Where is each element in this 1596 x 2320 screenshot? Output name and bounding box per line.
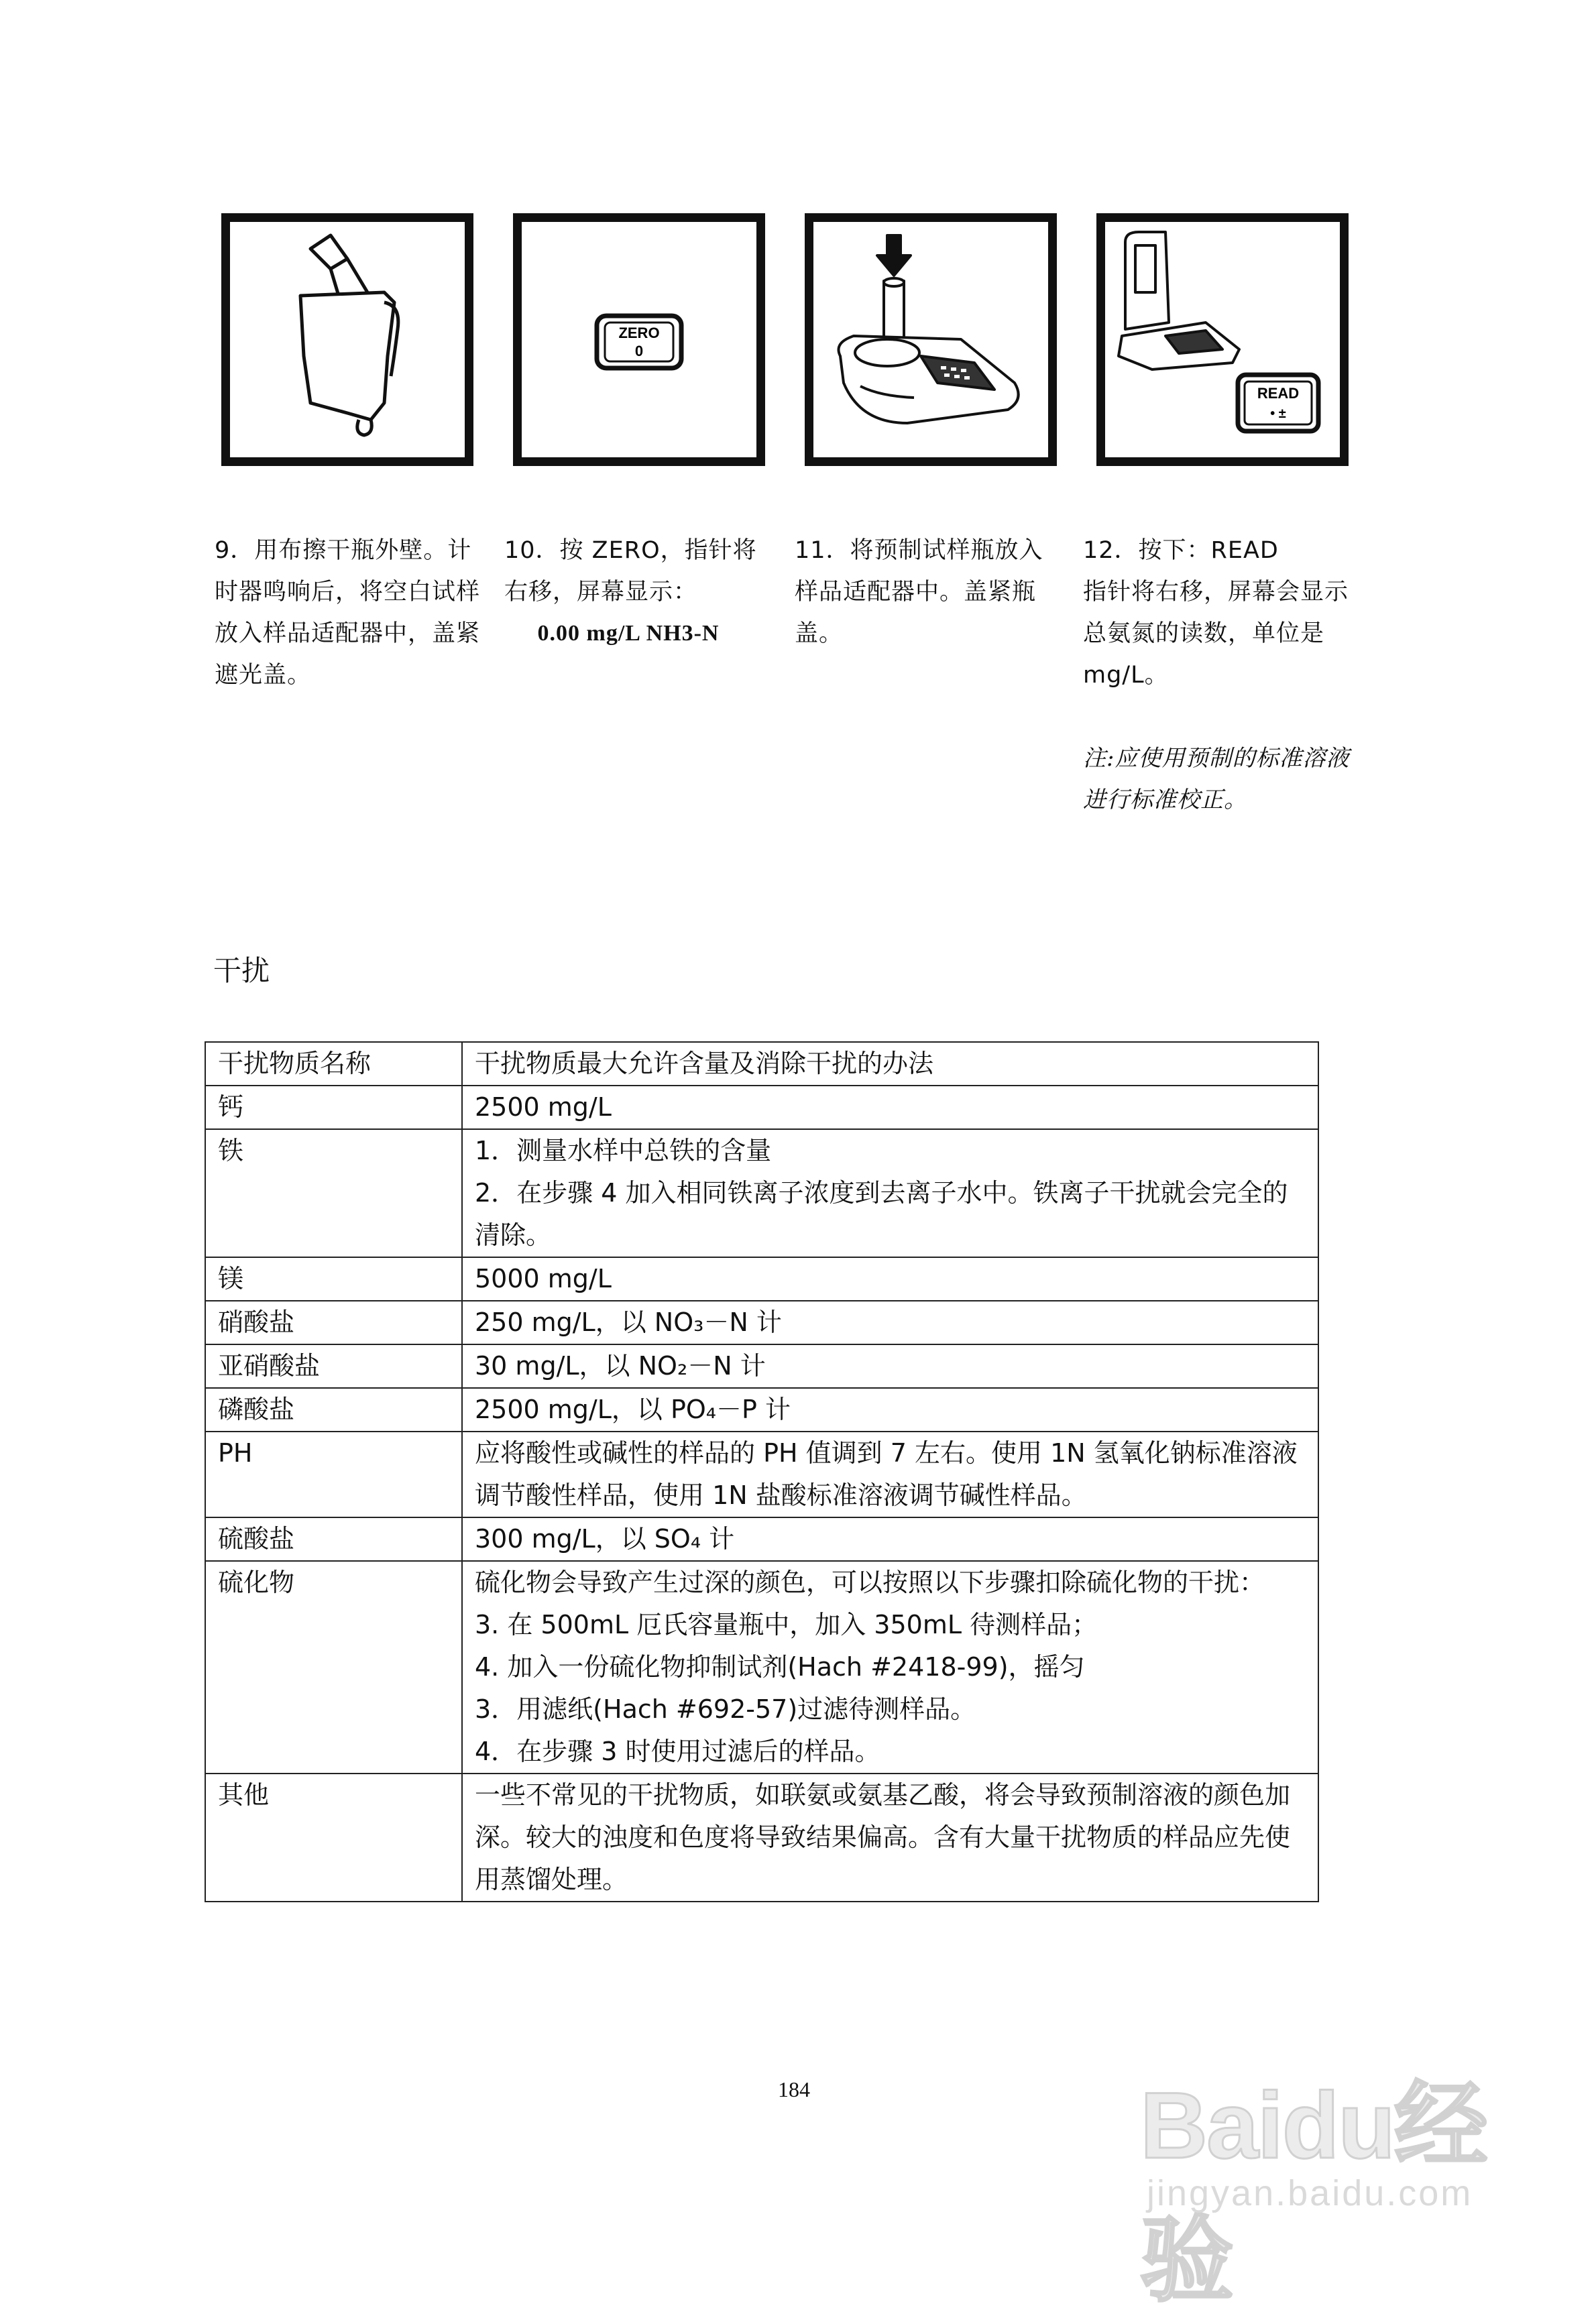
step-9-caption xyxy=(215,530,483,696)
table-row xyxy=(205,1086,1318,1129)
zero-key-label: ZERO xyxy=(618,325,660,341)
limit-method xyxy=(462,1388,1318,1432)
watermark-site: jingyan.baidu.com xyxy=(1147,2173,1473,2213)
method-line: 2500 mg/L xyxy=(475,1092,612,1122)
read-button-icon xyxy=(1105,222,1340,457)
figure-zero-key xyxy=(513,213,765,466)
step-10-caption xyxy=(504,530,773,654)
substance-name: 硫化物 xyxy=(205,1561,462,1774)
watermark-brand: Baidu经验 xyxy=(1140,2073,1487,2313)
substance-name: 镁 xyxy=(205,1257,462,1301)
cloth-wipe-icon xyxy=(230,222,465,457)
method-line: 3．用滤纸(Hach #692-57)过滤待测样品。 xyxy=(475,1694,976,1724)
step-12-note: 注:应使用预制的标准溶液进行标准校正。 xyxy=(1083,745,1350,813)
limit-method xyxy=(462,1774,1318,1902)
figure-insert-vial xyxy=(805,213,1057,466)
limit-method xyxy=(462,1257,1318,1301)
method-line: 250 mg/L，以 NO₃－N 计 xyxy=(475,1308,782,1337)
method-line: 4. 加入一份硫化物抑制试剂(Hach #2418-99)，摇匀 xyxy=(475,1652,1085,1682)
insert-vial-icon xyxy=(813,222,1048,457)
table-row xyxy=(205,1257,1318,1301)
substance-name: 其他 xyxy=(205,1774,462,1902)
method-line: 4．在步骤 3 时使用过滤后的样品。 xyxy=(475,1737,880,1766)
substance-name: 硝酸盐 xyxy=(205,1301,462,1344)
limit-method xyxy=(462,1561,1318,1774)
substance-name: 亚硝酸盐 xyxy=(205,1344,462,1388)
limit-method xyxy=(462,1344,1318,1388)
read-key-sub: • ± xyxy=(1270,406,1286,421)
table-header-row xyxy=(205,1042,1318,1086)
substance-name: 铁 xyxy=(205,1129,462,1257)
method-line: 300 mg/L，以 SO₄ 计 xyxy=(475,1524,735,1554)
substance-name: PH xyxy=(205,1432,462,1517)
step-9-text: 9．用布擦干瓶外壁。计时器鸣响后，将空白试样放入样品适配器中，盖紧遮光盖。 xyxy=(215,537,481,689)
table-row xyxy=(205,1774,1318,1902)
interference-table xyxy=(205,1041,1319,1902)
limit-method xyxy=(462,1129,1318,1257)
zero-key-sub: 0 xyxy=(634,343,644,359)
zero-button-icon xyxy=(522,222,756,457)
substance-name: 硫酸盐 xyxy=(205,1517,462,1561)
page-number: 184 xyxy=(778,2077,810,2101)
limit-method xyxy=(462,1301,1318,1344)
table-row xyxy=(205,1301,1318,1344)
table-row xyxy=(205,1129,1318,1257)
step-10-text: 10．按 ZERO，指针将右移，屏幕显示： xyxy=(504,537,757,605)
read-key-label: READ xyxy=(1257,385,1300,402)
section-title: 干扰 xyxy=(213,954,270,987)
table-row xyxy=(205,1561,1318,1774)
method-line: 硫化物会导致产生过深的颜色，可以按照以下步骤扣除硫化物的干扰： xyxy=(475,1568,1265,1597)
method-line: 2．在步骤 4 加入相同铁离子浓度到去离子水中。铁离子干扰就会完全的清除。 xyxy=(475,1178,1288,1250)
step-12-line1: 12．按下：READ xyxy=(1083,537,1279,564)
step-12-text: 指针将右移，屏幕会显示总氨氮的读数，单位是 mg/L。 xyxy=(1083,579,1349,689)
table-row xyxy=(205,1344,1318,1388)
step-12-caption xyxy=(1083,530,1351,821)
step-10-display-value: 0.00 mg/L NH3-N xyxy=(537,621,720,646)
figure-read-key xyxy=(1096,213,1349,466)
watermark xyxy=(1140,2050,1516,2313)
substance-name: 钙 xyxy=(205,1086,462,1129)
method-line: 一些不常见的干扰物质，如联氨或氨基乙酸，将会导致预制溶液的颜色加深。较大的浊度和色度将导致结果偏高。含有大量干扰物质的样品应先使用蒸馏处理。 xyxy=(475,1780,1291,1894)
figure-wipe-bottle xyxy=(221,213,473,466)
step-11-caption xyxy=(795,530,1063,654)
table-row xyxy=(205,1517,1318,1561)
table-row xyxy=(205,1388,1318,1432)
method-line: 应将酸性或碱性的样品的 PH 值调到 7 左右。使用 1N 氢氧化钠标准溶液调节酸性样品，使用 1N 盐酸标准溶液调节碱性样品。 xyxy=(475,1438,1298,1510)
table-row xyxy=(205,1432,1318,1517)
method-line: 2500 mg/L，以 PO₄－P 计 xyxy=(475,1395,791,1424)
limit-method xyxy=(462,1086,1318,1129)
limit-method xyxy=(462,1517,1318,1561)
header-substance: 干扰物质名称 xyxy=(205,1042,462,1086)
method-line: 30 mg/L，以 NO₂－N 计 xyxy=(475,1351,766,1381)
substance-name: 磷酸盐 xyxy=(205,1388,462,1432)
method-line: 1．测量水样中总铁的含量 xyxy=(475,1136,772,1165)
method-line: 3. 在 500mL 厄氏容量瓶中，加入 350mL 待测样品； xyxy=(475,1610,1098,1639)
step-11-text: 11．将预制试样瓶放入样品适配器中。盖紧瓶盖。 xyxy=(795,537,1043,647)
header-limit-method: 干扰物质最大允许含量及消除干扰的办法 xyxy=(462,1042,1318,1086)
limit-method xyxy=(462,1432,1318,1517)
method-line: 5000 mg/L xyxy=(475,1264,612,1293)
